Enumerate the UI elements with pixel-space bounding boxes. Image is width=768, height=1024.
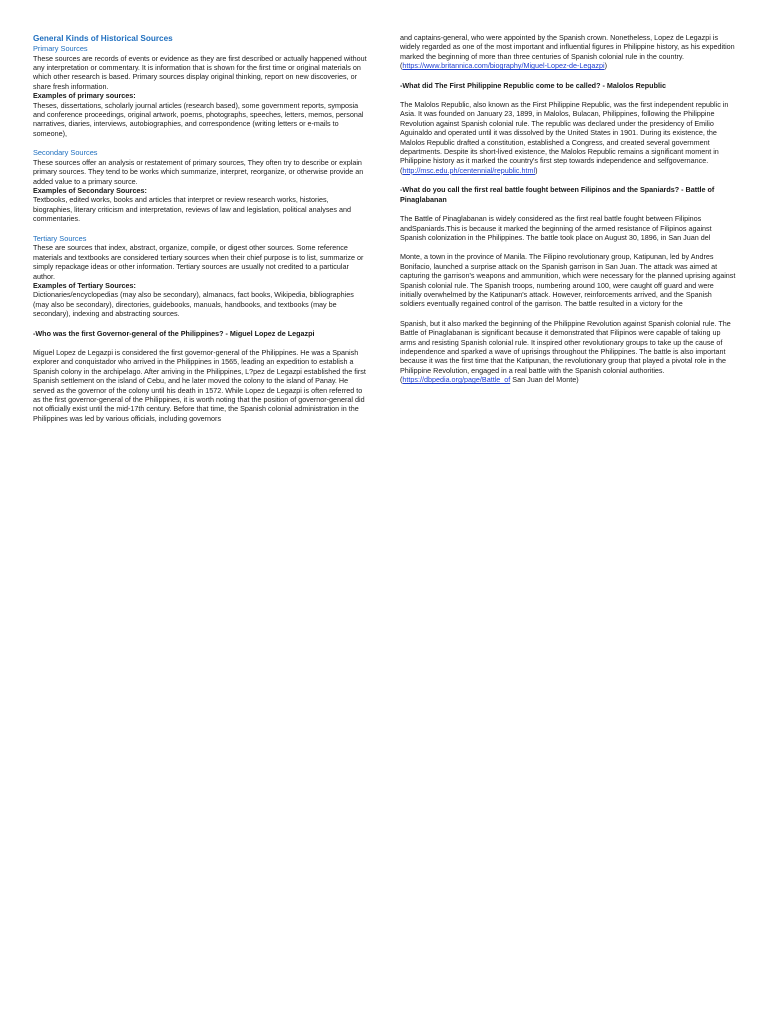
link-tail-text: San Juan del Monte) (510, 375, 579, 385)
answer-first-republic-text: The Malolos Republic, also known as the First Philippine Republic, was the first independent republic in Asia. It was founded on January 23, 1899, in Malolos, Bulacan, Philippines, following the Philippine Revolution against Spanish colonial rule. The republic was declared under the presidency of Emilio Aguinaldo and operated until it was dissolved by the United States in 1901. During its existence, the Malolos Republic drafted a constitution, established a Congress, and created several government departments. Despite its short-lived existence, the Malolos Republic remains a significant moment in Philippine history as it marked the country's first step towards independence and selfgovernance. ( (400, 100, 729, 175)
answer-first-republic (400, 100, 736, 175)
question-governor-general: -Who was the first Governor-general of the Philippines? - Miguel Lopez de Legazpi (33, 328, 315, 338)
secondary-sources-heading: Secondary Sources (33, 148, 98, 158)
tertiary-examples-label: Examples of Tertiary Sources: (33, 280, 136, 290)
secondary-examples-label: Examples of Secondary Sources: (33, 186, 147, 196)
question-first-republic: -What did The First Philippine Republic come to be called? - Malolos Republic (400, 80, 666, 90)
answer-first-battle-p3 (400, 319, 736, 385)
primary-examples-label: Examples of primary sources: (33, 91, 136, 101)
answer-governor-general-cont-text: and captains-general, who were appointed by the Spanish crown. Nonetheless, Lopez de Legazpi is widely regarded as one of the most important and influential figures in Philippine history, as his expedition marked the beginning of more than three centuries of Spanish colonial rule in the country. ( (400, 33, 735, 71)
document-title: General Kinds of Historical Sources (33, 34, 173, 43)
question-first-battle: -What do you call the first real battle fought between Filipinos and the Spaniards? - Battle of Pinaglabanan (400, 185, 715, 204)
answer-governor-general: Miguel Lopez de Legazpi is considered the first governor-general of the Philippines. He was a Spanish explorer and conquistador who arrived in the Philippines in 1565, leading an expedition to establish a Spanish colony in the archipelago. After arriving in the Philippines, L?pez de Legazpi established the first Spanish settlement on the island of Cebu, and he later moved the colony to the island of Panay. He served as the governor of the colony until his death in 1572. While Lopez de Legazpi is often referred to as the first governor-general of the Philippines, it is worth noting that the position of governor-general did not officially exist until the mid-17th century. Before that time, the Spanish colonial administration in the Philippines was led by various officials, including governors (33, 347, 366, 423)
answer-governor-general-continued (400, 33, 736, 71)
tertiary-sources-body: These are sources that index, abstract, organize, compile, or digest other sources. Some reference materials and textbooks are considered tertiary sources when their chief purpose is to list, summarize or simply repackage ideas or other information. Tertiary sources are usually not credited to a particular author. (33, 243, 364, 281)
paren-close: ) (535, 165, 538, 175)
primary-sources-heading: Primary Sources (33, 44, 88, 53)
answer-first-battle-p3-text: Spanish, but it also marked the beginning of the Philippine Revolution against Spanish colonial rule. The Battle of Pinaglabanan is significant because it demonstrated that Filipinos were capable of taking up arms and resisting Spanish colonial rule. It inspired other revolutionary groups to take up the cause of independence and sparked a wave of uprisings throughout the Philippines. The battle is also important because it was the first time that the Katipunan, the revolutionary group that played a pivotal role in the Philippine Revolution, engaged in a real battle with the Spanish colonial authorities. ( (400, 318, 731, 385)
right-column (400, 33, 736, 385)
dbpedia-link[interactable]: https://dbpedia.org/page/Battle_of (402, 375, 511, 385)
msc-centennial-link[interactable]: http://msc.edu.ph/centennial/republic.html (402, 165, 536, 175)
answer-first-battle-p2: Monte, a town in the province of Manila. The Filipino revolutionary group, Katipunan, led by Andres Bonifacio, launched a surprise attack on the Spanish garrison in San Juan. The attack was aimed at capturing the garrison's weapons and ammunition, which were necessary for the planned uprising against Spanish colonial rule. The Spanish troops, numbering around 100, were caught off guard and were initially overwhelmed by the Katipunan's attack. However, reinforcements arrived, and the Spanish soldiers eventually regained control of the garrison. The battle resulted in a victory for the (400, 252, 736, 309)
britannica-link[interactable]: https://www.britannica.com/biography/Miguel-Lopez-de-Legazpi (402, 61, 605, 71)
primary-sources-body: These sources are records of events or evidence as they are first described or actually happened without any interpretation or commentary. It is information that is shown for the first time or original materials on which other research is based. Primary sources display original thinking, report on new discoveries, or share fresh information. (33, 53, 367, 91)
paren-close: ) (604, 61, 607, 71)
secondary-examples-text: Textbooks, edited works, books and articles that interpret or review research works, histories, biographies, literary criticism and interpretation, reviews of law and legislation, political analyses and commentaries. (33, 195, 352, 224)
primary-examples-text: Theses, dissertations, scholarly journal articles (research based), some government reports, symposia and conference proceedings, original artwork, poems, photographs, speeches, letters, memos, personal narratives, diaries, interviews, autobiographies, and correspondence (writing letters or e-mails to someone), (33, 100, 364, 138)
tertiary-sources-heading: Tertiary Sources (33, 233, 87, 243)
left-column (33, 34, 369, 423)
answer-first-battle-p1: The Battle of Pinaglabanan is widely considered as the first real battle fought between Filipinos andSpaniards.This is because it marked the beginning of the armed resistance of Filipinos against Spanish colonization in the Philippines. The battle took place on August 30, 1896, in San Juan del (400, 214, 712, 242)
tertiary-examples-text: Dictionaries/encyclopedias (may also be secondary), almanacs, fact books, Wikipedia, bibliographies (may also be secondary), directories, guidebooks, manuals, handbooks, and textbooks (may be secondary), indexing and abstracting sources. (33, 290, 354, 319)
secondary-sources-body: These sources offer an analysis or restatement of primary sources, They often try to describe or explain primary sources. They tend to be works which summarize, interpret, reorganize, or otherwise provide an added value to a primary source. (33, 157, 364, 186)
